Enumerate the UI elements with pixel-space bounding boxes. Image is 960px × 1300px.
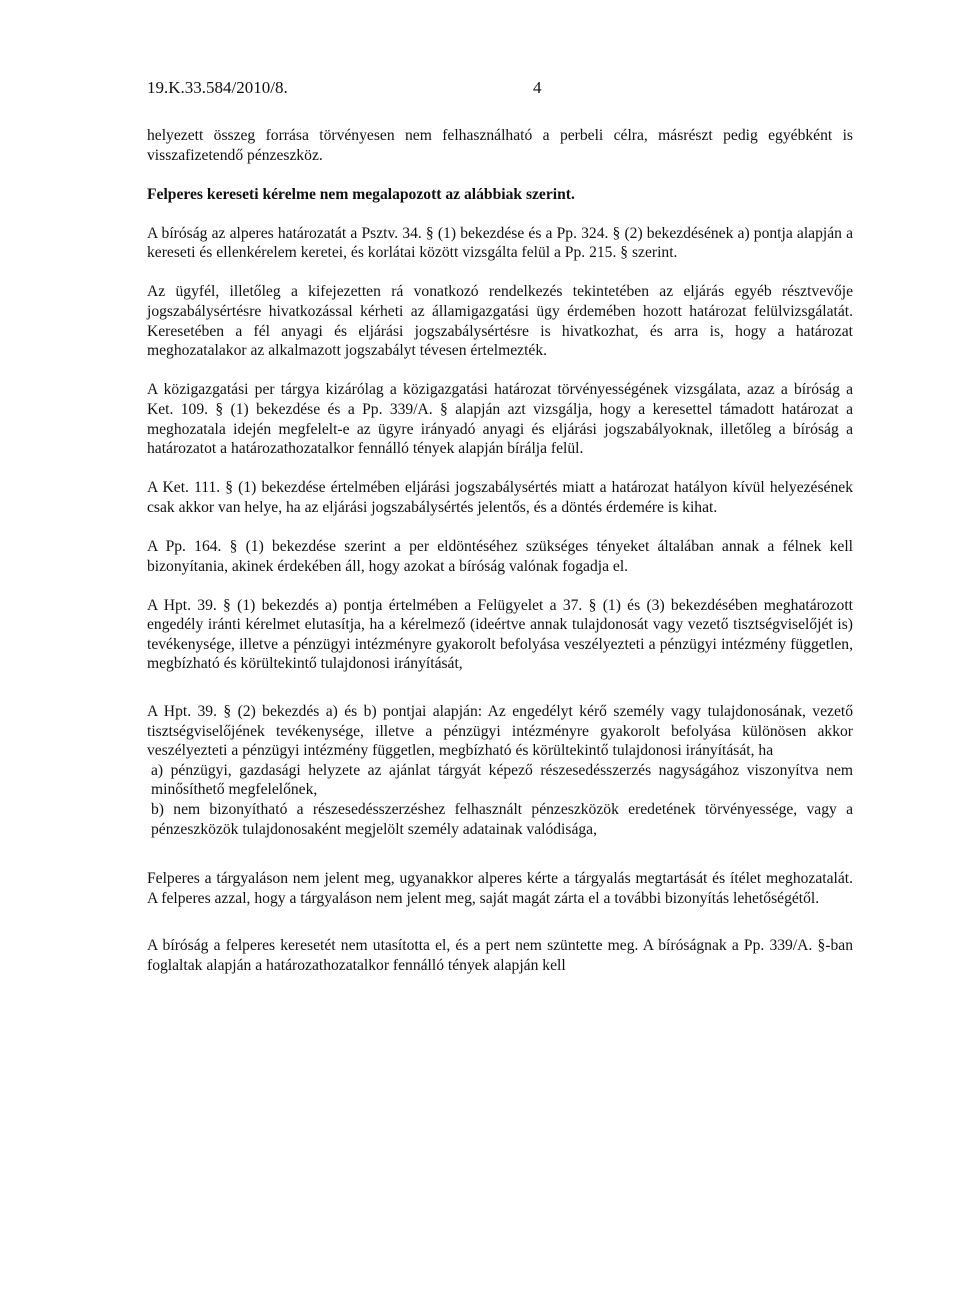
list-item: b) nem bizonyítható a részesedésszerzéshez felhasznált pénzeszközök eredetének törvényessége, vagy a pénzeszközök tulajdonosaként megjelölt személy adatainak valódisága, [151,800,853,838]
paragraph: A Pp. 164. § (1) bekezdése szerint a per eldöntéséhez szükséges tényeket általában annak a félnek kell bizonyítania, akinek érdekében áll, hogy azokat a bíróság valónak fogadja el. [147,537,853,575]
case-number: 19.K.33.584/2010/8. [147,78,288,97]
paragraph: A Hpt. 39. § (1) bekezdés a) pontja értelmében a Felügyelet a 37. § (1) és (3) bekezdésében meghatározott engedély iránti kérelmet elutasítja, ha a kérelmező (ideértve annak tulajdonosát vagy vezető tisztségviselőjét is) tevékenysége, illetve a pénzügyi intézményre gyakorolt befolyása veszélyezteti a pénzügyi intézmény független, megbízható és körültekintő tulajdonosi irányítását, [147,596,853,673]
paragraph: helyezett összeg forrása törvényesen nem felhasználható a perbeli célra, másrészt pedig egyébként is visszafizetendő pénzeszköz. [147,127,853,164]
paragraph: A Hpt. 39. § (2) bekezdés a) és b) pontjai alapján: Az engedélyt kérő személy vagy tulajdonosának, vezető tisztségviselőjének tevékenysége, illetve a pénzügyi intézményre gyakorolt befolyása különösen akkor veszélyezteti a pénzügyi intézmény független, megbízható és körültekintő tulajdonosi irányítását, ha [147,702,853,760]
paragraph: A Ket. 111. § (1) bekezdése értelmében eljárási jogszabálysértés miatt a határozat hatályon kívül helyezésének csak akkor van helye, ha az eljárási jogszabálysértés jelentős, és a döntés érdemére is kihat. [147,479,853,516]
paragraph: Az ügyfél, illetőleg a kifejezetten rá vonatkozó rendelkezés tekintetében az eljárás egyéb résztvevője jogszabálysértésre hivatkozással kérheti az államigazgatási ügy érdemében hozott határozat felülvizsgálatát. Keresetében a fél anyagi és eljárási jogszabálysértésre is hivatkozhat, és arra is, hogy a határozat meghozatalakor az alkalmazott jogszabályt tévesen értelmezték. [147,283,853,360]
page-number: 4 [533,78,542,97]
paragraph: A közigazgatási per tárgya kizárólag a közigazgatási határozat törvényességének vizsgálata, azaz a bíróság a Ket. 109. § (1) bekezdése és a Pp. 339/A. § alapján azt vizsgálja, hogy a keresettel támadott határozat a meghozatala idején megfelelt-e az ügyre irányadó anyagi és eljárási jogszabályoknak, illetőleg a bíróság a határozatot a határozathozatalkor fennálló tények alapján bírálja felül. [147,381,853,458]
page-header [147,78,827,102]
list-item: a) pénzügyi, gazdasági helyzete az ajánlat tárgyát képező részesedésszerzés nagyságához viszonyítva nem minősíthető megfelelőnek, [151,761,853,799]
section-heading: Felperes kereseti kérelme nem megalapozott az alábbiak szerint. [147,185,575,203]
document-body [147,126,853,995]
paragraph: Felperes a tárgyaláson nem jelent meg, ugyanakkor alperes kérte a tárgyalás megtartását és ítélet meghozatalát. A felperes azzal, hogy a tárgyaláson nem jelent meg, saját magát zárta el a további bizonyítás lehetőségétől. [147,870,853,907]
paragraph: A bíróság az alperes határozatát a Psztv. 34. § (1) bekezdése és a Pp. 324. § (2) bekezdésének a) pontja alapján a kereseti és ellenkérelem keretei, és korlátai között vizsgálta felül a Pp. 215. § szerint. [147,224,853,262]
paragraph: A bíróság a felperes keresetét nem utasította el, és a pert nem szüntette meg. A bíróságnak a Pp. 339/A. §-ban foglaltak alapján a határozathozatalkor fennálló tények alapján kell [147,937,853,974]
